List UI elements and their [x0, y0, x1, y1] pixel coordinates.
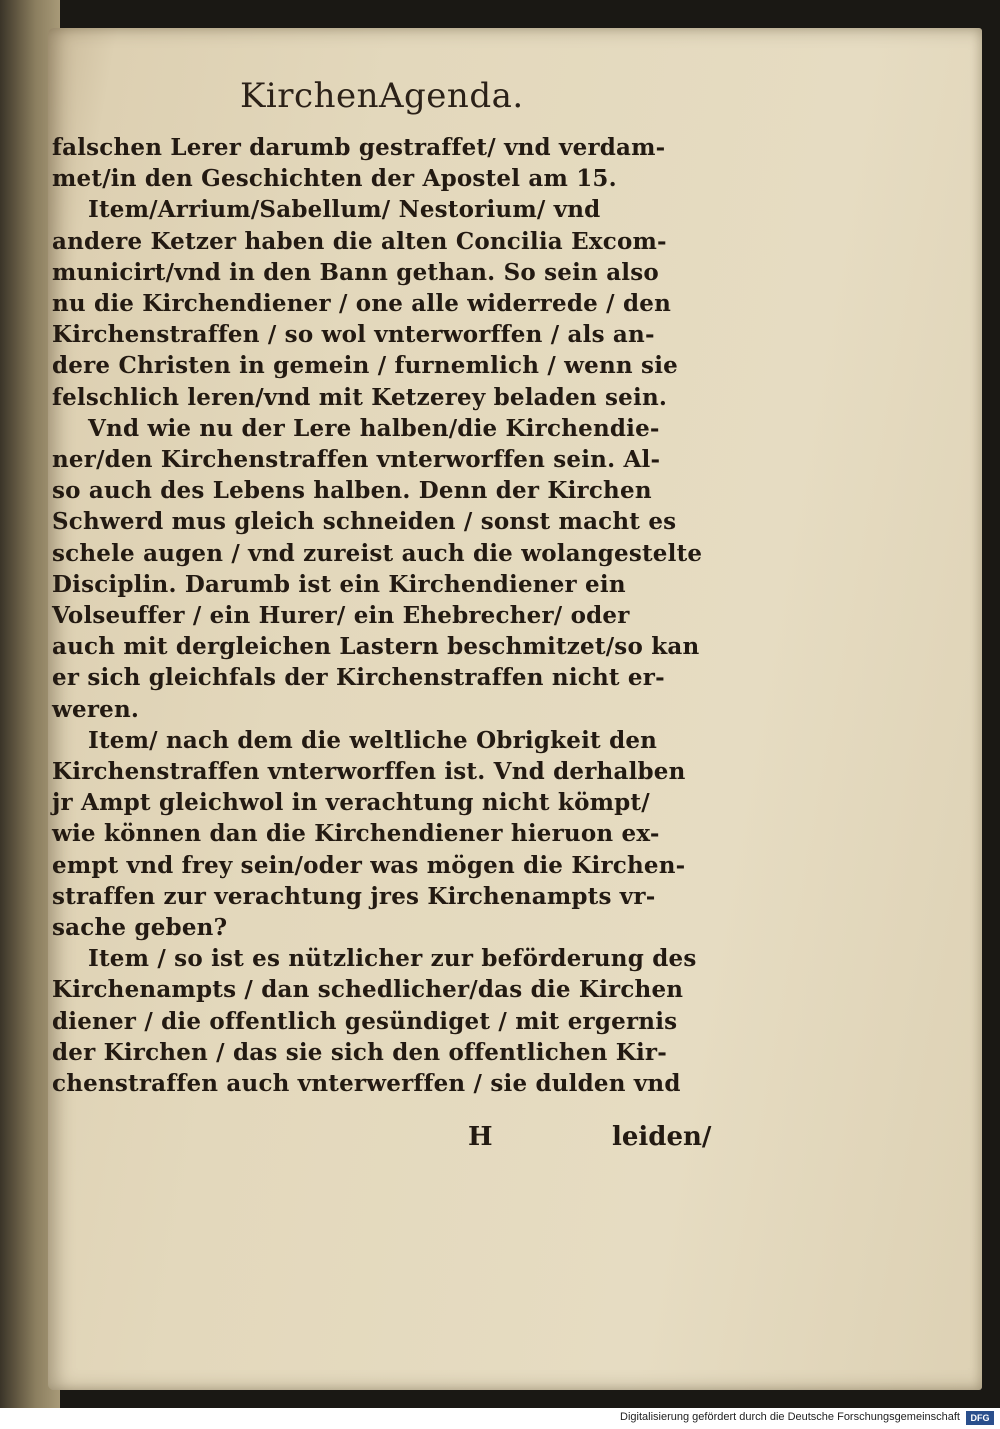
running-head: KirchenAgenda.: [240, 76, 524, 116]
text-line: Disciplin. Darumb ist ein Kirchendiener ein: [52, 570, 626, 598]
text-line: diener / die offentlich gesündiget / mit ergernis: [52, 1007, 678, 1035]
text-line: Volseuffer / ein Hurer/ ein Ehebrecher/ oder: [52, 602, 630, 629]
text-line: auch mit dergleichen Lastern beschmitzet/so kan: [52, 633, 700, 661]
text-line: Vnd wie nu der Lere halben/die Kirchendie-: [88, 414, 660, 442]
funding-notice: Digitalisierung gefördert durch die Deutsche Forschungsgemeinschaft: [620, 1411, 960, 1423]
text-line: falschen Lerer darumb gestraffet/ vnd verdam-: [52, 134, 666, 161]
text-line: schele augen / vnd zureist auch die wolangestelte: [52, 539, 703, 567]
text-line: andere Ketzer haben die alten Concilia Excom-: [52, 227, 667, 255]
text-line: Item/ nach dem die weltliche Obrigkeit den: [88, 726, 658, 754]
text-line: Kirchenstraffen / so wol vnterworffen / als an-: [52, 321, 655, 349]
text-line: empt vnd frey sein/oder was mögen die Kirchen-: [52, 851, 686, 879]
text-line: Schwerd mus gleich schneiden / sonst macht es: [52, 508, 677, 536]
text-line: weren.: [52, 695, 140, 723]
text-line: sache geben?: [52, 914, 228, 941]
text-line: wie können dan die Kirchendiener hieruon ex-: [52, 820, 660, 848]
footer-bar: [0, 1408, 1000, 1429]
text-line: chenstraffen auch vnterwerffen / sie dulden vnd: [52, 1070, 681, 1097]
text-line: municirt/vnd in den Bann gethan. So sein also: [52, 258, 659, 286]
text-line: met/in den Geschichten der Apostel am 15.: [52, 165, 617, 193]
text-line: er sich gleichfals der Kirchenstraffen nicht er-: [52, 664, 665, 692]
text-line: Item / so ist es nützlicher zur beförderung des: [88, 945, 697, 973]
text-line: Kirchenstraffen vnterworffen ist. Vnd derhalben: [52, 758, 686, 785]
text-line: straffen zur verachtung jres Kirchenampts vr-: [52, 882, 656, 910]
text-line: der Kirchen / das sie sich den offentlichen Kir-: [52, 1038, 667, 1066]
catchword: leiden/: [612, 1122, 712, 1152]
text-line: Item/Arrium/Sabellum/ Nestorium/ vnd: [88, 196, 601, 224]
text-line: so auch des Lebens halben. Denn der Kirchen: [52, 477, 652, 505]
text-line: ner/den Kirchenstraffen vnterworffen sein. Al-: [52, 446, 661, 473]
dfg-logo: DFG: [966, 1411, 994, 1425]
text-line: dere Christen in gemein / furnemlich / wenn sie: [52, 352, 678, 380]
text-line: felschlich leren/vnd mit Ketzerey beladen sein.: [52, 383, 668, 411]
text-line: nu die Kirchendiener / one alle widerrede / den: [52, 290, 671, 317]
text-line: jr Ampt gleichwol in verachtung nicht kömpt/: [52, 789, 650, 817]
signature-mark: H: [468, 1122, 493, 1152]
text-line: Kirchenampts / dan schedlicher/das die Kirchen: [52, 976, 684, 1004]
